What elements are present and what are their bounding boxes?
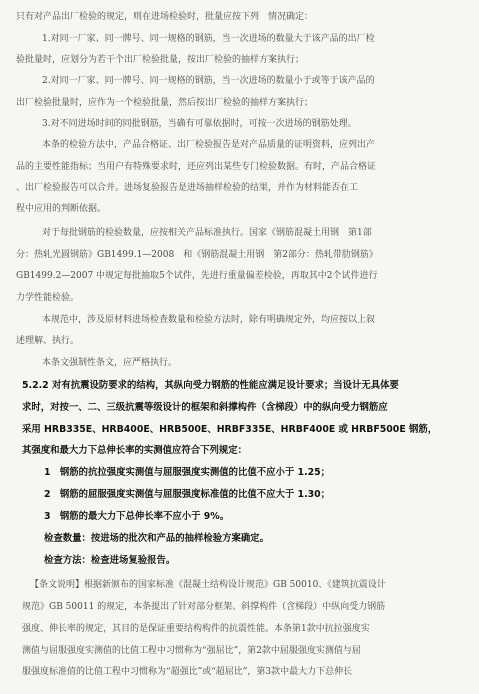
text-line: 2.对同一厂家、同一牌号、同一规格的钢筋，当一次进场的数量小于或等于该产品的 xyxy=(42,76,375,86)
requirement-item-1: 1 钢筋的抗拉强度实测值与屈服强度实测值的比值不应小于 1.25； xyxy=(44,467,331,478)
text-line: 1.对同一厂家、同一牌号、同一规格的钢筋，当一次进场的数量大于该产品的出厂检 xyxy=(42,34,375,44)
text-line: 强度、伸长率的规定，其目的是保证重要结构构件的抗震性能。本条第1款中抗拉强度实 xyxy=(22,624,370,634)
text-line: 测值与屈服强度实测值的比值工程中习惯称为“强屈比”，第2款中屈服强度实测值与屈 xyxy=(22,646,361,656)
text-line: 分：热轧光圆钢筋》GB1499.1—2008 和《钢筋混凝土用钢 第2部分：热轧带肋钢筋》 xyxy=(16,250,378,260)
inspection-quantity: 检查数量：按进场的批次和产品的抽样检验方案确定。 xyxy=(44,533,270,544)
requirement-item-3: 3 钢筋的最大力下总伸长率不应小于 9%。 xyxy=(44,511,230,522)
text-line: 述理解、执行。 xyxy=(16,336,80,346)
clause-heading-5-2-2: 5.2.2 对有抗震设防要求的结构，其纵向受力钢筋的性能应满足设计要求；当设计无具体要 xyxy=(22,380,399,391)
text-line: 其强度和最大力下总伸长率的实测值应符合下列规定： xyxy=(22,445,248,456)
text-line: 求时，对按一、二、三级抗震等级设计的框架和斜撑构件（含梯段）中的纵向受力钢筋应 xyxy=(22,402,388,413)
text-line: 只有对产品出厂检验的规定，则在进场检验时，批量应按下列 情况确定： xyxy=(16,12,314,22)
text-line: 规范》GB 50011 的规定，本条提出了针对部分框架、斜撑构件（含梯段）中纵向受力钢筋 xyxy=(22,602,386,612)
text-line: 本规范中，涉及原材料进场检查数量和检验方法时，除有明确规定外，均应按以上叙 xyxy=(42,315,376,325)
text-line: 出厂检验批量时，应作为一个检验批量，然后按出厂检验的抽样方案执行； xyxy=(16,98,314,108)
text-line: 程中应用的判断依据。 xyxy=(16,204,107,214)
text-line: 、出厂检验报告可以合并。进场复验报告是进场抽样检验的结果，并作为材料能否在工 xyxy=(16,183,359,193)
text-line: 服强度标准值的比值工程中习惯称为“超强比”或“超屈比”，第3款中最大力下总伸长 xyxy=(22,667,353,677)
text-line: GB1499.2—2007 中规定每批抽取5个试件，先进行重量偏差检验，再取其中2个试件进行 xyxy=(16,271,378,281)
text-line: 采用 HRB335E、HRB400E、HRB500E、HRBF335E、HRBF400E 或 HRBF500E 钢筋， xyxy=(22,424,438,435)
text-line: 验批量时，应划分为若干个出厂检验批量，按出厂检验的抽样方案执行； xyxy=(16,55,305,65)
clause-explanation: 【条文说明】根据新颁布的国家标准《混凝土结构设计规范》GB 50010、《建筑抗震设计 xyxy=(30,580,386,590)
text-line: 本条的检验方法中，产品合格证、出厂检验报告是对产品质量的证明资料，应列出产 xyxy=(42,140,376,150)
text-line: 对于每批钢筋的检验数量，应按相关产品标准执行。国家《钢筋混凝土用钢 第1部 xyxy=(42,228,372,238)
text-line: 3.对不同进场时间的同批钢筋，当确有可靠依据时，可按一次进场的钢筋处理。 xyxy=(42,119,357,129)
text-line: 品的主要性能指标；当用户有特殊要求时，还应列出某些专门检验数据。有时，产品合格证 xyxy=(16,162,377,172)
text-line: 力学性能检验。 xyxy=(16,293,80,303)
requirement-item-2: 2 钢筋的屈服强度实测值与屈服强度标准值的比值不应大于 1.30； xyxy=(44,489,331,500)
inspection-method: 检查方法：检查进场复验报告。 xyxy=(44,555,176,566)
text-line: 本条文强制性条文，应严格执行。 xyxy=(42,358,178,368)
